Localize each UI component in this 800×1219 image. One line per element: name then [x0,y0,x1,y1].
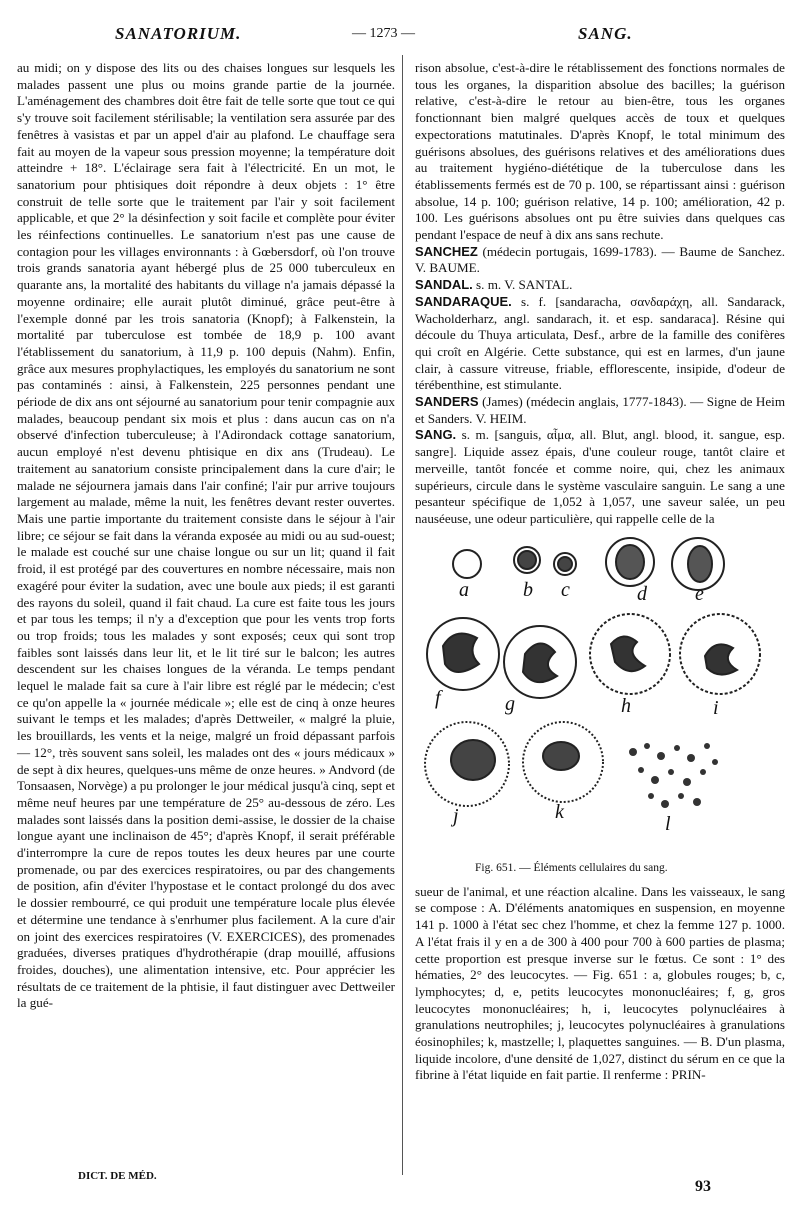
page-header [0,20,800,50]
right-column-continuation: sueur de l'animal, et une réaction alcaline. Dans les vaisseaux, le sang se compose : A. D'éléments anatomiques en suspension, en moyenne 141 p. 1000 à l'état sec chez l'homme, et chez la femme 127 p. 1000. A l'état frais il y en a de 300 à 400 pour 700 à 600 parties de plasma; cette proportion est presque inverse sur le fœtus. Ce sont : 1° des hématies, 2° des leucocytes. — Fig. 651 : a, globules rouges; b, c, lymphocytes; d, e, petits leucocytes mononucléaires; f, g, gros leucocytes mononucléaires; h, i, leucocytes polynucléaires à granulations neutrophiles; j, leucocytes polynucléaires à granulations éosinophiles; k, mastzelle; l, plaquettes sanguines. — B. D'un plasma, liquide incolore, d'une densité de 1,027, distinct du sérum en ce que la fibrine à l'état liquide en fait partie. Il renferme : PRIN- [415,883,785,1083]
entry-headword: SANDARAQUE. [415,293,512,309]
entry-sang [415,427,785,527]
entry-body: s. m. V. SANTAL. [472,277,573,293]
figure-label: i [713,696,719,719]
left-column-text: au midi; on y dispose des lits ou des chaises longues sur lesquels les malades passent une plus ou moins grande partie de la journée. L'aménagement des chambres doit être fait de telle sorte que tout ce qui s'y trouve soit facilement stérilisable; la ventilation sera assurée par des fenêtres à vasistas et par un appel d'air au plafond. Le chauffage sera fait au moyen de la vapeur sous pression moyenne; la température doit atteindre + 18°. L'éclairage sera fait à l'électricité. En un mot, le sanatorium pour phtisiques doit répondre à deux objets : 1° être construit de telle sorte que le traitement par l'air y soit facilement applicable, et que 2° la désinfection y soit facile et complète pour éviter les réinfections continuelles. Le sanatorium n'est pas une cause de contagion pour les villages environnants : à Gœbersdorf, où l'on trouve trois grands sanatoria ayant hébergé plus de 25 000 tuberculeux en quarante ans, la mortalité des habitants du village n'a jamais dépassé la moyenne ordinaire; elle aurait plutôt diminué, grâce peut-être à l'exemple donné par les trois sanatoria (Knopf); à Falkenstein, la mortalité par tuberculose est tombée de 18,9 p. 100 avant l'établissement du sanatorium, à 11,9 p. 100 depuis (Nahm). Enfin, grâce aux mesures prophylactiques, les employés du sanatorium ne sont pas contaminés : ainsi, à Falkenstein, 225 personnes pendant une période de dix ans ont séjourné au sanatorium pour tenir compagnie aux malades, beaucoup pendant six mois et plus : dans aucun cas on n'a observé d'infection tuberculeuse; à l'Adirondack cottage sanatorium, aucun employé n'est devenu phtisique en dix ans (Trudeau). Le traitement au sanatorium consiste principalement dans la cure d'air; le malade ne séjournera jamais dans l'air confiné; l'air pur arrive toujours largement au malade, même la nuit, les fenêtres devant rester ouvertes. Mais une partie importante du traitement consiste dans le séjour à l'air libre; ce séjour se fait dans la véranda exposée au midi ou au sud-ouest; le malade est couché sur une chaise longue ou sur un lit; quand il fait froid, il est protégé par des couvertures en nombre nécessaire, mais non exagéré pour éviter la sudation, avec une boule aux pieds; il est garanti des rayons du soleil, quand il fait chaud. La cure est faite tous les jours et par tous les temps; il n'y a d'exception que pour les vents trop forts ou trop froids; tous les malades y sont exposés; ceux qui sont trop faibles sont laissés dans leur lit, et le lit tiré sur le balcon; les autres descendent sur les chaises longues de la véranda. Le temps pendant lequel le malade fait sa cure à l'air libre est réglé par le médecin; c'est ce qu'on appelle la « journée médicale »; elle est de cinq à onze heures suivant le temps et les malades; d'après Dettweiler, « malgré la pluie, les brouillards, les vents et la neige, malgré un froid dépassant parfois — 12°, très souvent sans soleil, les malades ont des « jours médicaux » de sept à dix heures, quelques-uns même de onze heures. » Andvord (de Tonsaasen, Norvège) a pu prolonger le jour médical jusqu'à cinq, sept et même neuf heures par une température de 25° au-dessous de zéro. Les malades sont laissés dans la position demi-assise, le dossier de la chaise longue ayant une inclinaison de 45°; d'après Knopf, il serait préférable d'interrompre la cure de repos toutes les deux heures par une courte promenade, ou par des exercices respiratoires, ou par des changements de position, afin d'éviter l'hypostase et le contact prolongé du dos avec le dossier rembourré, ce qui produit une température locale plus élevée et détermine une tendance à s'enrhumer plus facilement. A la cure d'air on joint des exercices respiratoires (V. EXERCICES), des promenades graduées, diverses pratiques d'hydrothérapie (drap mouillé, affusions froides, douches), une alimentation intensive, etc. Pour apprécier les résultats de ce traitement de la phtisie, il faut distinguer avec Dettweiler la gué- [17,60,395,1011]
figure-label: j [453,804,459,827]
entry-sanchez [415,244,785,277]
figure-caption: Fig. 651. — Éléments cellulaires du sang. [475,861,668,874]
entry-headword: SANG. [415,427,457,443]
footer-page-number: 93 [695,1178,711,1195]
entry-sanders [415,394,785,427]
figure-label: l [665,812,671,835]
entry-body: s. f. [sandaracha, σανδαράχη, all. Sandarack, Wacholderharz, angl. sandarach, it. et esp. sandaraca]. Résine qui découle du Thuya articulata, Desf., arbre de la famille des conifères qui croît en Algérie. Cette substance, qui est en larmes, d'un jaune clair, à cassure vitreuse, friable, efflorescente, insipide, d'odeur de térébenthine, est stimulante. [415,293,785,393]
blood-cells-figure [415,534,785,884]
header-page-range: — 1273 — [352,26,415,41]
figure-label: d [637,582,647,605]
column-divider [402,55,403,1175]
figure-label: h [621,694,631,717]
left-column [17,60,395,1012]
blood-cells-illustration [415,534,785,854]
entry-headword: SANDAL. [415,277,473,293]
figure-label: g [505,692,515,715]
figure-label: k [555,800,564,823]
footer-dict-label: DICT. DE MÉD. [78,1170,157,1182]
figure-label: e [695,582,704,605]
entry-body: s. m. [sanguis, αἷμα, all. Blut, angl. blood, it. sangue, esp. sangre]. Liquide assez épais, d'une couleur rouge, tantôt claire et merveille, tantôt foncée et comme noire, qui, chez les animaux supérieurs, circule dans le système vasculaire sanguin. Le sang a une pesanteur spécifique de 1,052 à 1,057, une saveur salée, un peu nauséeuse, une odeur particulière, qui rappelle celle de la [415,427,785,526]
figure-label: c [561,578,570,601]
entry-headword: SANDERS [415,394,479,410]
figure-label: a [459,578,469,601]
header-right-title: SANG. [578,24,633,43]
cell-l-platelets [629,743,718,808]
figure-label: f [435,686,441,709]
entry-body: (James) (médecin anglais, 1777-1843). — Signe de Heim et Sanders. V. HEIM. [415,394,785,426]
entry-body: (médecin portugais, 1699-1783). — Baume de Sanchez. V. BAUME. [415,243,785,276]
right-column-intro: rison absolue, c'est-à-dire le rétablissement des fonctions normales de tous les organes, la disparition absolue des bacilles; la guérison relative, c'est-à-dire le retour au bien-être, tous les organes fonctionnant bien malgré quelques accès de toux et quelques expectorations matutinales. D'après Knopf, le total minimum des guérisons absolues, des guérisons relatives et des améliorations dues au traitement hygiéno-diététique de la tuberculose dans les établissements fermés est de 70 p. 100, se répartissant ainsi : guérison absolue, 14 p. 100; guérison relative, 14 p. 100; amélioration, 42 p. 100. Les guérisons absolues ont pu être suivies dans quelques cas pendant l'espace de neuf à dix ans sans rechute. [415,60,785,243]
entry-headword: SANCHEZ [415,243,478,259]
entry-sandal [415,277,785,294]
entry-sandaraque [415,294,785,394]
right-column [415,60,785,1084]
figure-label: b [523,578,533,601]
cell-a-red-globule [453,550,481,578]
header-left-title: SANATORIUM. [115,24,242,43]
